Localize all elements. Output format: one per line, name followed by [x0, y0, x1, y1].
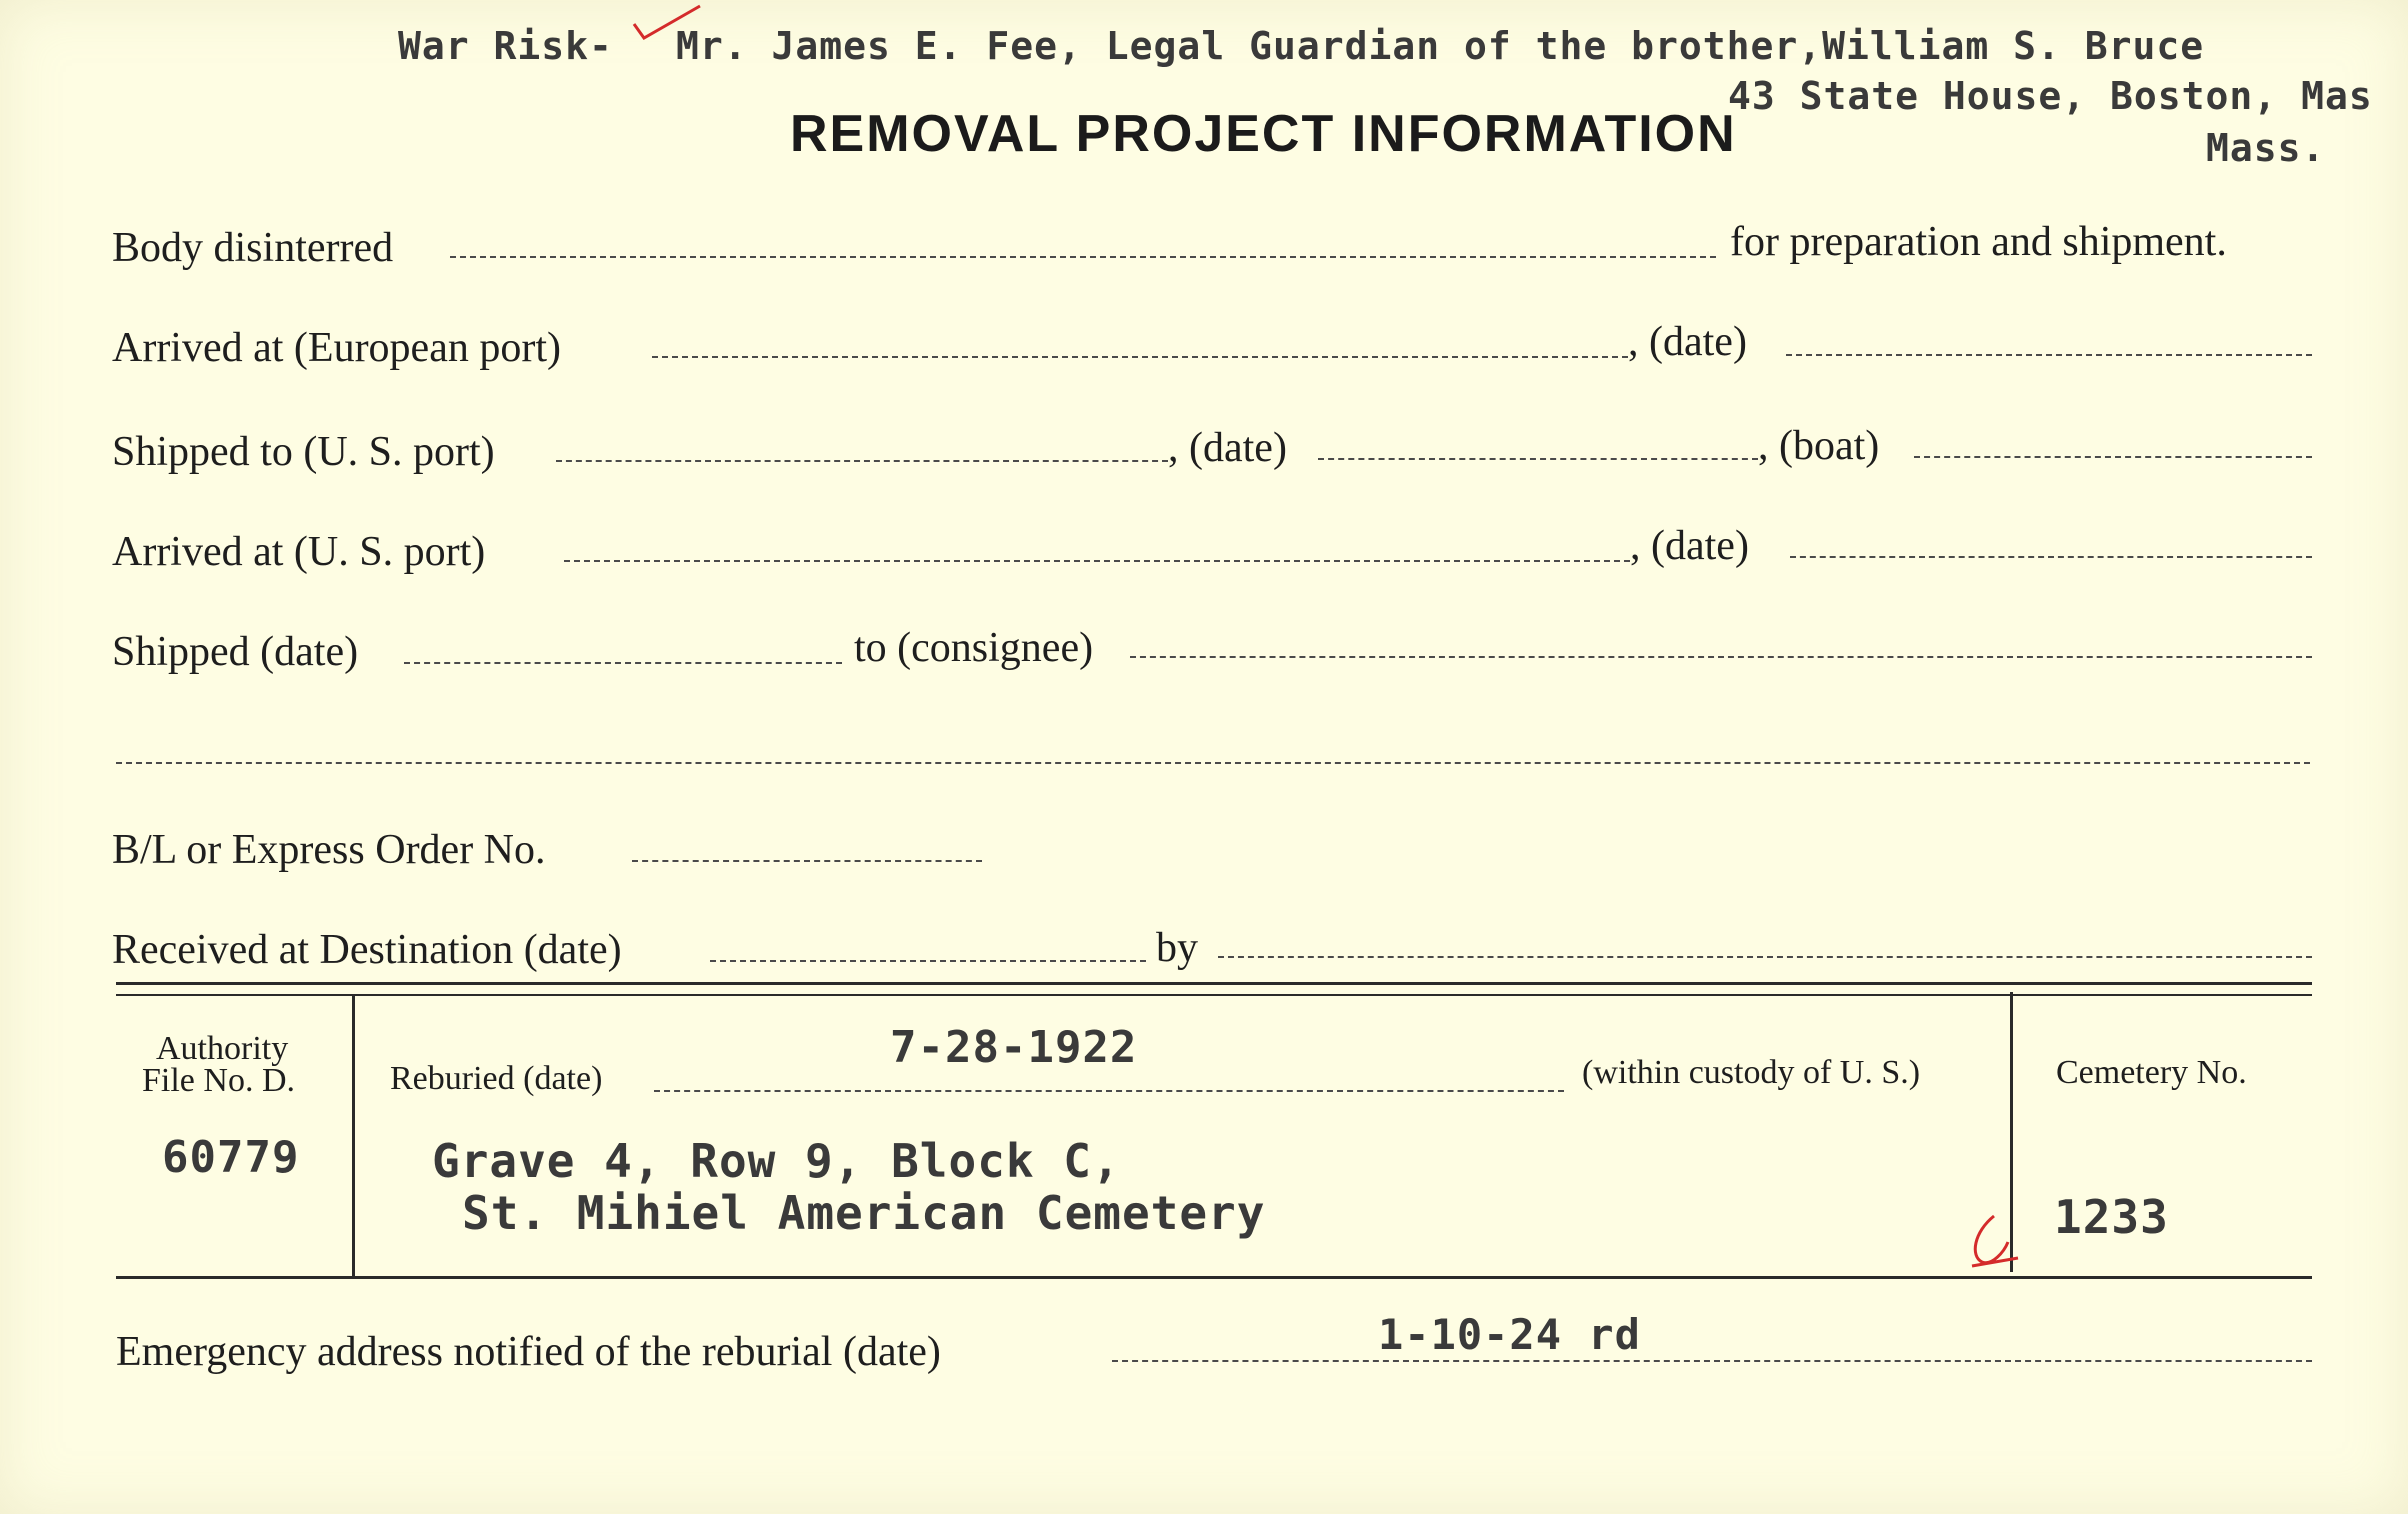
shipped-to-us-date-line: [1318, 458, 1758, 460]
boat-label: , (boat): [1758, 423, 1880, 469]
section-divider-bottom: [116, 994, 2312, 996]
within-custody-label: (within custody of U. S.): [1582, 1054, 1921, 1091]
arrived-european-label: Arrived at (European port): [112, 325, 561, 371]
reburied-line: [654, 1090, 1564, 1092]
page-title: REMOVAL PROJECT INFORMATION: [790, 105, 1737, 163]
red-initial-mark-icon: [1964, 1212, 2024, 1272]
shipped-to-us-line: [556, 460, 1168, 462]
section-divider-top: [116, 982, 2312, 985]
boat-line: [1914, 456, 2312, 458]
cemetery-label: Cemetery No.: [2056, 1054, 2247, 1091]
emergency-line: [1112, 1360, 2312, 1362]
body-disinterred-line: [450, 256, 1716, 258]
by-label: by: [1156, 925, 1198, 971]
arrived-european-line: [652, 356, 1628, 358]
to-consignee-label: to (consignee): [854, 625, 1094, 671]
reburied-date: 7-28-1922: [890, 1022, 1138, 1073]
arrived-european-date-label: , (date): [1628, 319, 1747, 365]
body-disinterred-label: Body disinterred: [112, 225, 394, 271]
for-preparation-label: for preparation and shipment.: [1730, 219, 2227, 265]
bl-express-line: [632, 860, 982, 862]
received-destination-line: [710, 960, 1146, 962]
shipped-date-label: Shipped (date): [112, 629, 359, 675]
arrived-us-line: [564, 560, 1630, 562]
addressee-line-2: 43 State House, Boston, Mas: [1728, 74, 2373, 118]
reburied-label: Reburied (date): [390, 1060, 603, 1097]
addressee-line-3: Mass.: [2206, 126, 2326, 170]
shipped-to-us-date-label: , (date): [1168, 425, 1287, 471]
by-line: [1218, 956, 2312, 958]
authority-divider: [352, 996, 355, 1276]
grave-location-line-1: Grave 4, Row 9, Block C,: [432, 1134, 1121, 1188]
consignee-line: [1130, 656, 2312, 658]
emergency-value: 1-10-24 rd: [1378, 1310, 1641, 1359]
arrived-us-label: Arrived at (U. S. port): [112, 529, 486, 575]
addressee-line-1: Mr. James E. Fee, Legal Guardian of the brother,William S. Bruce: [676, 24, 2205, 68]
lower-box-bottom-rule: [116, 1276, 2312, 1279]
shipped-to-us-label: Shipped to (U. S. port): [112, 429, 495, 475]
cemetery-value: 1233: [2054, 1190, 2169, 1244]
arrived-us-date-label: , (date): [1630, 523, 1749, 569]
consignee-continuation-line: [116, 762, 2310, 764]
grave-location-line-2: St. Mihiel American Cemetery: [462, 1186, 1266, 1240]
war-risk-label: War Risk-: [398, 24, 613, 68]
arrived-european-date-line: [1786, 354, 2312, 356]
received-destination-label: Received at Destination (date): [112, 927, 622, 973]
arrived-us-date-line: [1790, 556, 2312, 558]
authority-label-1: Authority: [156, 1030, 289, 1067]
authority-label-2: File No. D.: [142, 1062, 295, 1099]
bl-express-label: B/L or Express Order No.: [112, 827, 546, 873]
emergency-label: Emergency address notified of the reburial (date): [116, 1329, 941, 1375]
shipped-date-line: [404, 662, 842, 664]
authority-value: 60779: [162, 1132, 300, 1183]
